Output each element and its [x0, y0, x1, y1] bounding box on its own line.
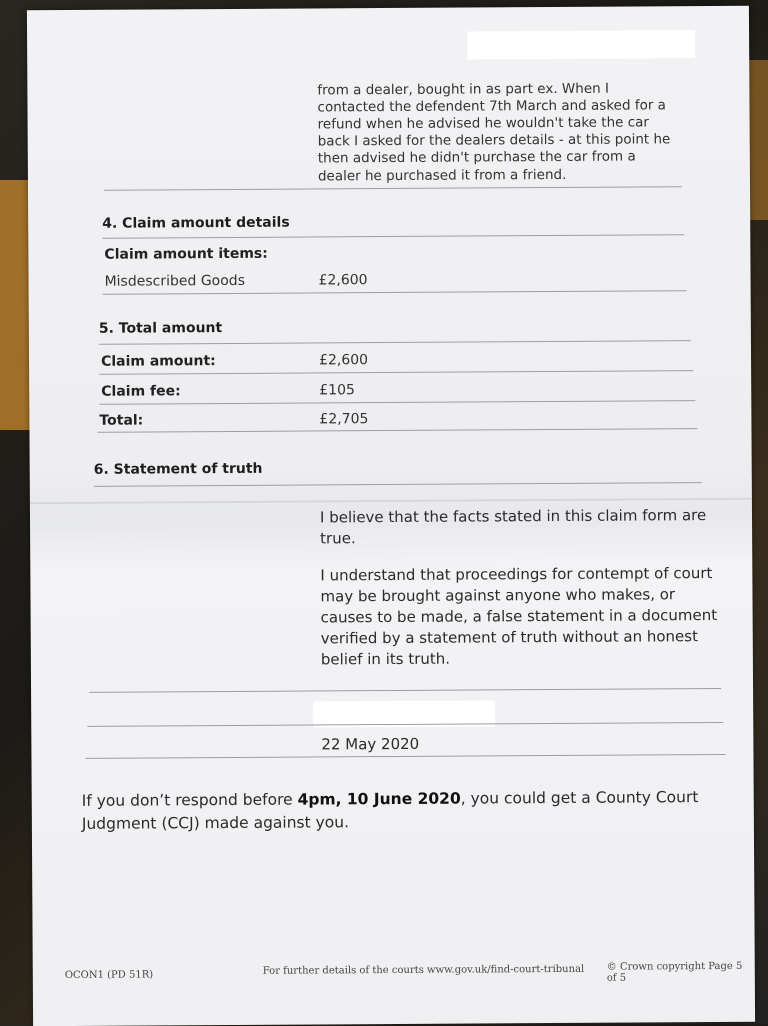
- statement-date: 22 May 2020: [321, 734, 420, 754]
- divider: [89, 688, 721, 693]
- background-fabric-left: [0, 180, 30, 430]
- claim-form-page: [27, 6, 755, 1026]
- divider: [99, 370, 693, 375]
- statement-line: I believe that the facts stated in this claim form are: [319, 506, 707, 527]
- redaction-block-top: [467, 30, 695, 59]
- claim-fee-value: £105: [319, 382, 355, 399]
- claim-items-label: Claim amount items:: [104, 245, 268, 263]
- divider: [99, 340, 691, 345]
- claim-fee-label: Claim fee:: [101, 383, 181, 400]
- notice-suffix: , you could get a County Court: [460, 788, 699, 808]
- narrative-line: from a dealer, bought in as part ex. When I: [317, 80, 610, 99]
- footer-form-code: OCON1 (PD 51R): [64, 969, 154, 982]
- total-label: Total:: [99, 412, 144, 429]
- divider: [99, 400, 695, 405]
- divider: [97, 428, 697, 433]
- notice-prefix: If you don’t respond before: [81, 790, 298, 810]
- section-5-heading: 5. Total amount: [98, 320, 223, 337]
- notice-line-2: Judgment (CCJ) made against you.: [81, 813, 350, 833]
- narrative-line: contacted the defendent 7th March and asked for a: [317, 97, 666, 116]
- statement-line: belief in its truth.: [320, 649, 451, 669]
- claim-narrative: [27, 6, 749, 185]
- divider: [103, 290, 687, 295]
- statement-line: causes to be made, a false statement in a document: [320, 606, 718, 627]
- statement-line: verified by a statement of truth without an honest: [320, 627, 699, 648]
- claim-amount-value: £2,600: [318, 352, 369, 369]
- footer-copyright: © Crown copyright Page 5 of 5: [606, 960, 743, 984]
- divider: [94, 482, 702, 487]
- narrative-line: refund when he advised he wouldn't take the car: [317, 114, 649, 133]
- claim-item-value: £2,600: [318, 272, 368, 289]
- narrative-line: back I asked for the dealers details - at this point he: [317, 131, 671, 150]
- statement-line: true.: [320, 529, 356, 548]
- statement-line: I understand that proceedings for contempt of court: [320, 564, 713, 585]
- statement-line: may be brought against anyone who makes, or: [320, 585, 676, 606]
- narrative-line: dealer he purchased it from a friend.: [317, 166, 567, 185]
- narrative-line: then advised he didn't purchase the car from a: [317, 148, 636, 167]
- section-4-heading: 4. Claim amount details: [102, 214, 290, 232]
- claim-amount-label: Claim amount:: [101, 353, 216, 370]
- divider: [102, 234, 684, 239]
- section-6-heading: 6. Statement of truth: [93, 460, 263, 478]
- footer-court-details: For further details of the courts www.gov.uk/find-court-tribunal: [262, 963, 585, 977]
- divider: [104, 186, 682, 191]
- divider: [85, 754, 725, 759]
- notice-line-1: [82, 786, 722, 813]
- total-value: £2,705: [319, 411, 369, 428]
- response-deadline-notice: [82, 786, 722, 836]
- paper-fold-line: [30, 498, 752, 504]
- claim-item-name: Misdescribed Goods: [104, 272, 246, 290]
- notice-deadline: 4pm, 10 June 2020: [297, 789, 461, 809]
